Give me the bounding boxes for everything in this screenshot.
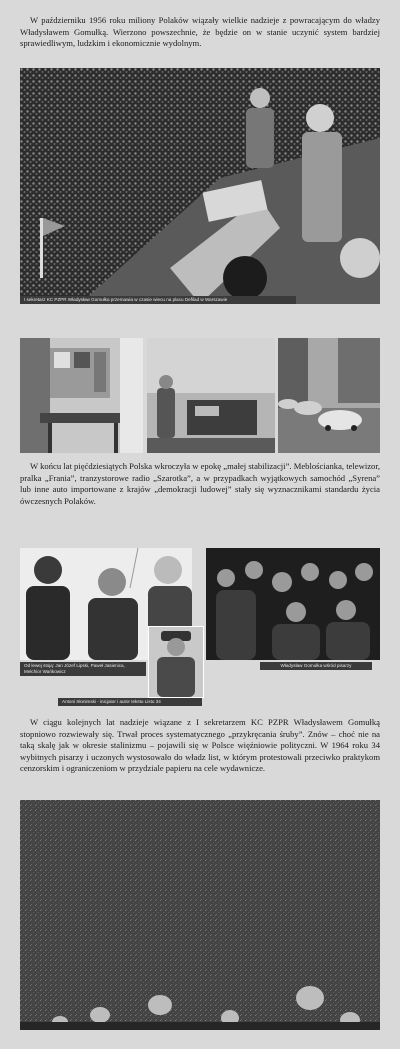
writers-right-caption: Władysław Gomułka wśród pisarzy xyxy=(260,662,372,670)
intro-paragraph: W październiku 1956 roku miliony Polaków wiązały wielkie nadzieje z powracającym do władzy Władysławem Gomułką. Wierzono powszechnie, że będzie on w stanie uczynić system bardziej sprawiedliwym, ludzkim i ekonomicznie wydolnym. xyxy=(20,15,380,49)
interior-photo xyxy=(20,338,143,453)
writers-left-caption: Od lewej stoją: Jan Józef Lipski, Paweł Jasienica, Melchior Wańkowicz xyxy=(20,662,146,676)
protest-night-photo xyxy=(20,800,380,1030)
tightening-paragraph: W ciągu kolejnych lat nadzieje wiązane z I sekretarzem KC PZPR Władysławem Gomułką stopniowo rozwiewały się. Trwał proces systematycznego „przykręcania śruby”. Znów – choć nie na taką skalę jak w okresie stalinizmu – pojawili się w Polsce więźniowie polityczni. W 1964 roku 34 wybitnych pisarzy i uczonych wystosowało do władz list, w którym protestowali przeciwko praktykom cenzorskim i ograniczeniom w przydziale papieru na cele wydawnicze. xyxy=(20,717,380,774)
slonimski-caption: Antoni Słonimski - inicjator i autor tekstu Listu 34 xyxy=(58,698,202,706)
radio-photo xyxy=(147,338,275,453)
rally-photo xyxy=(20,68,380,304)
gomulka-writers-photo xyxy=(206,548,380,660)
slonimski-photo xyxy=(148,626,204,698)
stabilization-paragraph: W końcu lat pięćdziesiątych Polska wkroczyła w epokę „małej stabilizacji”. Meblościanka, telewizor, pralka „Frania”, tranzystorowe radio „Szarotka”, a w przypadkach wyjątkowych samochód „Syrena” lub inne auto importowane z krajów „demokracji ludowej” stały się wyznacznikami standardu życia ówczesnych Polaków. xyxy=(20,461,380,506)
rally-caption: I sekretarz KC PZPR Władysław Gomułka przemawia w czasie wiecu na placu Defilad w Warszawie xyxy=(20,296,296,304)
street-cars-photo xyxy=(278,338,380,453)
